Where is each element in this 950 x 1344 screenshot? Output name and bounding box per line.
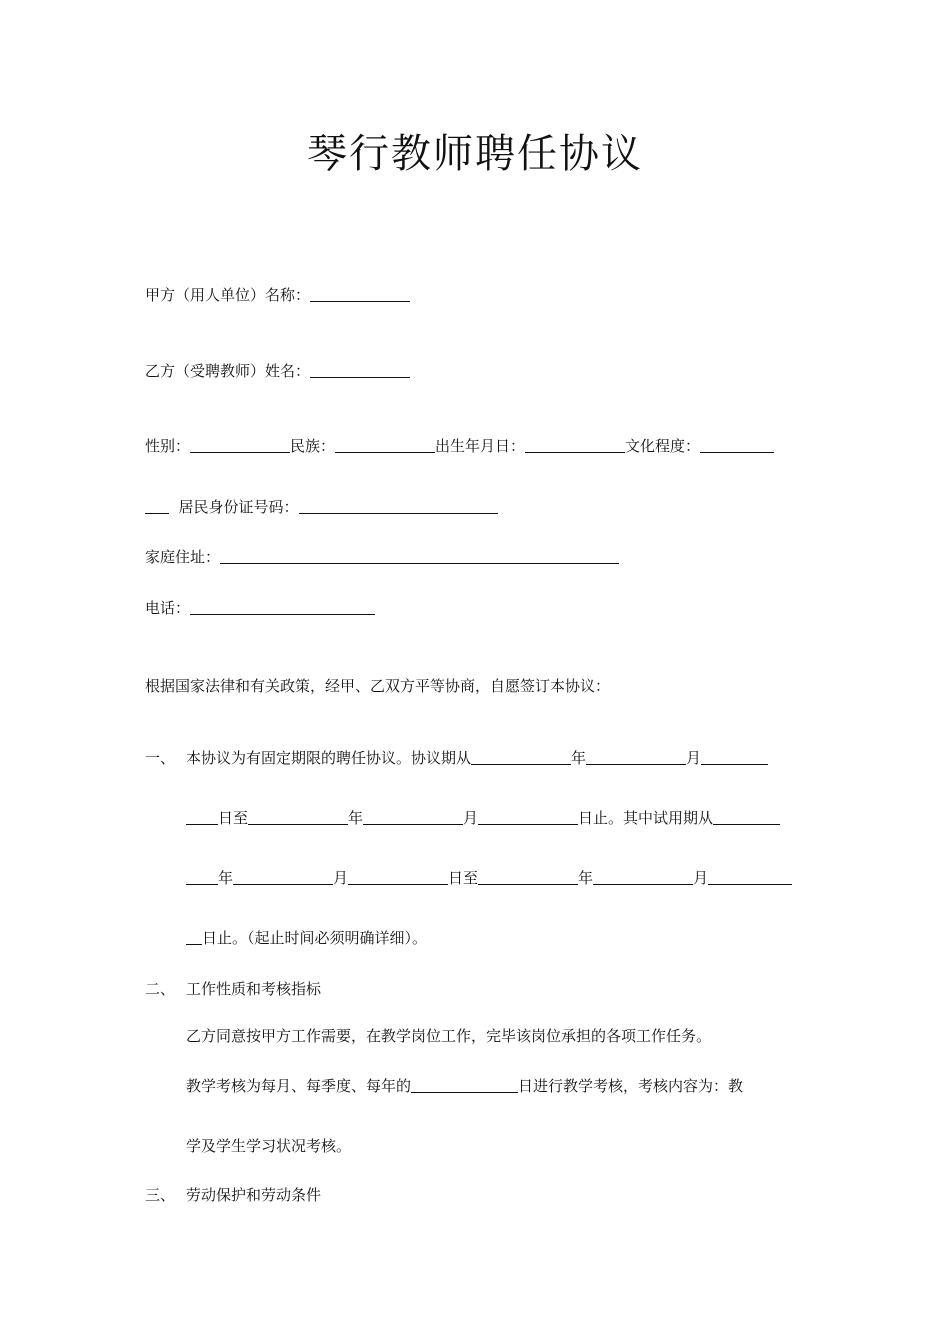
clause-1-line-4 [186, 928, 427, 948]
clause-2-number: 二、 [145, 980, 176, 998]
end-day-blank[interactable] [478, 809, 578, 825]
id-line [145, 497, 498, 517]
trial-text: 日止。其中试用期从 [578, 809, 714, 827]
education-label: 文化程度： [625, 437, 701, 455]
personal-info-line [145, 436, 774, 456]
party-a-blank[interactable] [310, 286, 410, 302]
phone-label: 电话： [145, 599, 191, 617]
clause-1-number: 一、 [145, 749, 176, 767]
start-day-blank[interactable] [701, 749, 768, 765]
education-blank-cont[interactable] [145, 498, 169, 514]
month-label: 月 [333, 869, 349, 887]
year-label: 年 [571, 749, 587, 767]
month-label: 月 [463, 809, 479, 827]
party-a-line [145, 285, 410, 305]
clause-1-line-1 [186, 748, 768, 768]
address-line [145, 547, 619, 567]
clause-1-line-2 [186, 808, 780, 828]
end-year-blank[interactable] [248, 809, 348, 825]
address-blank[interactable] [220, 548, 619, 564]
gender-label: 性别： [145, 437, 191, 455]
birth-blank[interactable] [525, 437, 625, 453]
address-label: 家庭住址： [145, 548, 221, 566]
clause-2-heading: 工作性质和考核指标 [186, 980, 322, 998]
clause-3-number: 三、 [145, 1186, 176, 1204]
clause-1-line-3 [186, 868, 792, 888]
trial-start-day-blank[interactable] [348, 869, 448, 885]
trial-start-year-cont[interactable] [186, 869, 218, 885]
ethnicity-label: 民族： [290, 437, 336, 455]
party-b-line [145, 361, 410, 381]
birth-label: 出生年月日： [435, 437, 526, 455]
year-label: 年 [348, 809, 364, 827]
trial-end-month-blank[interactable] [593, 869, 693, 885]
year-label: 年 [218, 869, 234, 887]
start-year-blank[interactable] [471, 749, 571, 765]
month-label: 月 [693, 869, 709, 887]
id-blank[interactable] [299, 498, 498, 514]
trial-end-day-cont[interactable] [186, 929, 202, 945]
id-label: 居民身份证号码： [178, 498, 299, 516]
start-month-blank[interactable] [586, 749, 686, 765]
gender-blank[interactable] [190, 437, 290, 453]
party-b-blank[interactable] [310, 362, 410, 378]
education-blank[interactable] [700, 437, 774, 453]
month-label: 月 [686, 749, 702, 767]
assessment-text-b: 日进行教学考核，考核内容为：教 [518, 1077, 744, 1095]
clause-1-text: 本协议为有固定期限的聘任协议。协议期从 [186, 749, 472, 767]
clause-1-end: 日止。（起止时间必须明确详细）。 [202, 929, 428, 947]
ethnicity-blank[interactable] [335, 437, 435, 453]
assessment-text-a: 教学考核为每月、每季度、每年的 [186, 1077, 412, 1095]
trial-end-year-blank[interactable] [478, 869, 578, 885]
day-to-label: 日至 [218, 809, 249, 827]
phone-line [145, 598, 375, 618]
end-month-blank[interactable] [363, 809, 463, 825]
phone-blank[interactable] [190, 599, 375, 615]
day-to-label: 日至 [448, 869, 479, 887]
party-b-label: 乙方（受聘教师）姓名： [145, 362, 311, 380]
trial-start-year-blank[interactable] [713, 809, 780, 825]
party-a-label: 甲方（用人单位）名称： [145, 286, 311, 304]
clause-2-paragraph-1: 乙方同意按甲方工作需要，在教学岗位工作，完毕该岗位承担的各项工作任务。 [186, 1027, 712, 1045]
year-label: 年 [578, 869, 594, 887]
document-title: 琴行教师聘任协议 [307, 131, 643, 177]
trial-start-month-blank[interactable] [233, 869, 333, 885]
clause-2-paragraph-2 [186, 1076, 743, 1096]
start-day-blank-cont[interactable] [186, 809, 218, 825]
clause-2-paragraph-2-cont: 学及学生学习状况考核。 [186, 1137, 352, 1155]
clause-3-heading: 劳动保护和劳动条件 [186, 1186, 322, 1204]
intro-text: 根据国家法律和有关政策，经甲、乙双方平等协商，自愿签订本协议： [145, 677, 611, 695]
assessment-day-blank[interactable] [411, 1077, 518, 1093]
trial-end-day-blank[interactable] [708, 869, 792, 885]
